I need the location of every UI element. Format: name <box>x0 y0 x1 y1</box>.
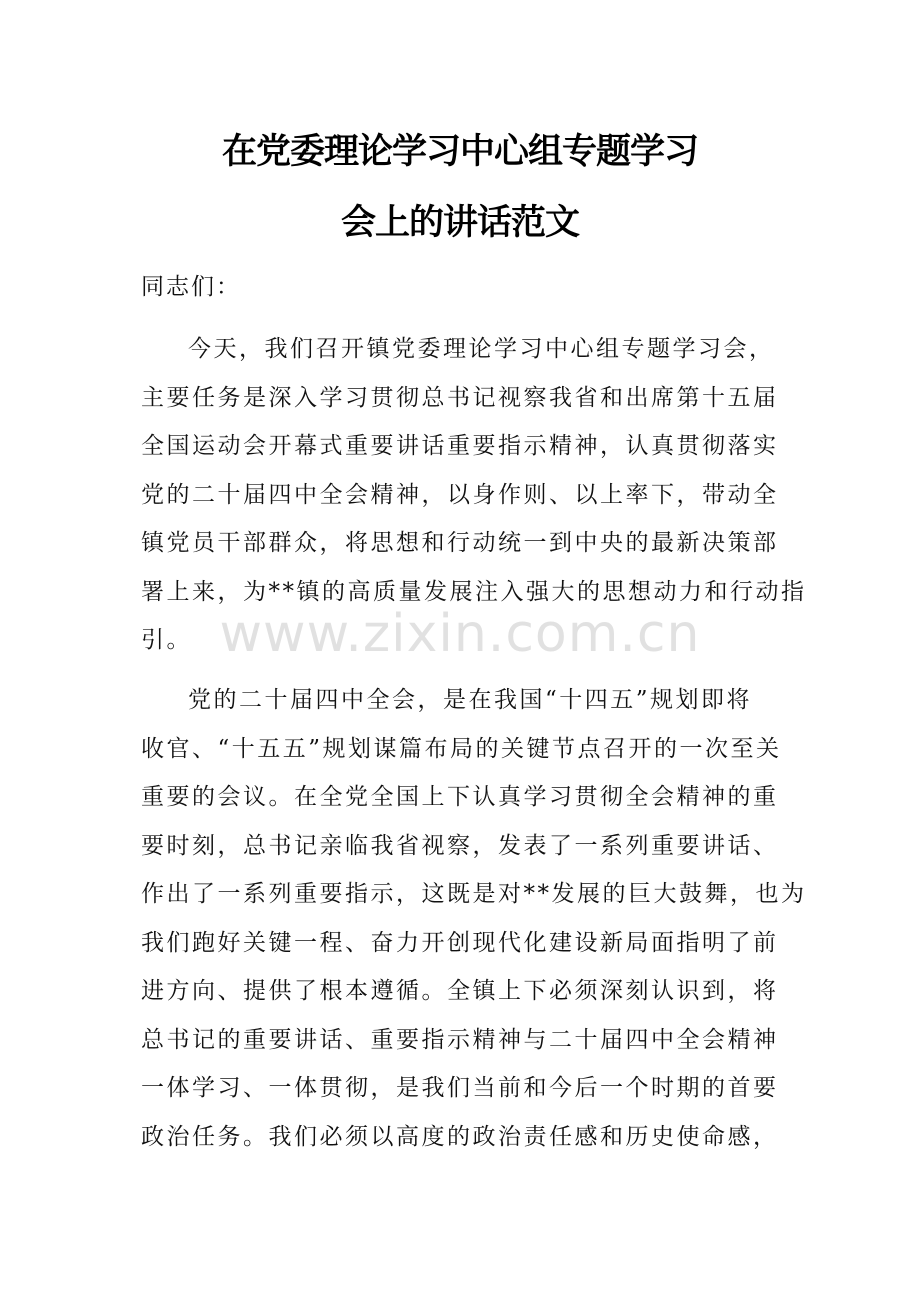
paragraph-line: 镇党员干部群众，将思想和行动统一到中央的最新决策部 <box>141 530 779 556</box>
document-title-line-2: 会上的讲话范文 <box>340 203 579 243</box>
paragraph-line: 主要任务是深入学习贯彻总书记视察我省和出席第十五届 <box>141 384 779 411</box>
paragraph-line: 署上来，为**镇的高质量发展注入强大的思想动力和行动指 <box>141 578 807 605</box>
paragraph-line: 收官、“十五五”规划谋篇布局的关键节点召开的一次至关 <box>141 735 782 762</box>
paragraph-line: 进方向、提供了根本遵循。全镇上下必须深刻认识到，将 <box>141 978 779 1004</box>
salutation: 同志们： <box>141 274 241 300</box>
paragraph-line: 党的二十届四中全会，是在我国“十四五”规划即将 <box>188 687 753 713</box>
paragraph-2 <box>141 684 807 1169</box>
paragraph-line: 总书记的重要讲话、重要指示精神与二十届四中全会精神 <box>141 1026 779 1053</box>
paragraph-line: 一体学习、一体贯彻，是我们当前和今后一个时期的首要 <box>141 1075 779 1101</box>
paragraph-1 <box>141 333 807 673</box>
paragraph-line: 引。 <box>141 627 192 653</box>
paragraph-line: 作出了一系列重要指示，这既是对**发展的巨大鼓舞，也为 <box>141 881 807 907</box>
document-title-line-1: 在党委理论学习中心组专题学习 <box>221 132 698 172</box>
paragraph-line: 全国运动会开幕式重要讲话重要指示精神，认真贯彻落实 <box>141 433 779 459</box>
paragraph-line: 政治任务。我们必须以高度的政治责任感和历史使命感， <box>141 1123 779 1150</box>
paragraph-line: 党的二十届四中全会精神，以身作则、以上率下，带动全 <box>141 481 779 508</box>
paragraph-line: 重要的会议。在全党全国上下认真学习贯彻全会精神的重 <box>141 784 779 810</box>
paragraph-line: 今天，我们召开镇党委理论学习中心组专题学习会， <box>188 336 775 362</box>
watermark-text: www.zixin.com.cn <box>219 604 701 664</box>
paragraph-line: 要时刻，总书记亲临我省视察，发表了一系列重要讲话、 <box>141 832 779 859</box>
paragraph-line: 我们跑好关键一程、奋力开创现代化建设新局面指明了前 <box>141 929 779 956</box>
